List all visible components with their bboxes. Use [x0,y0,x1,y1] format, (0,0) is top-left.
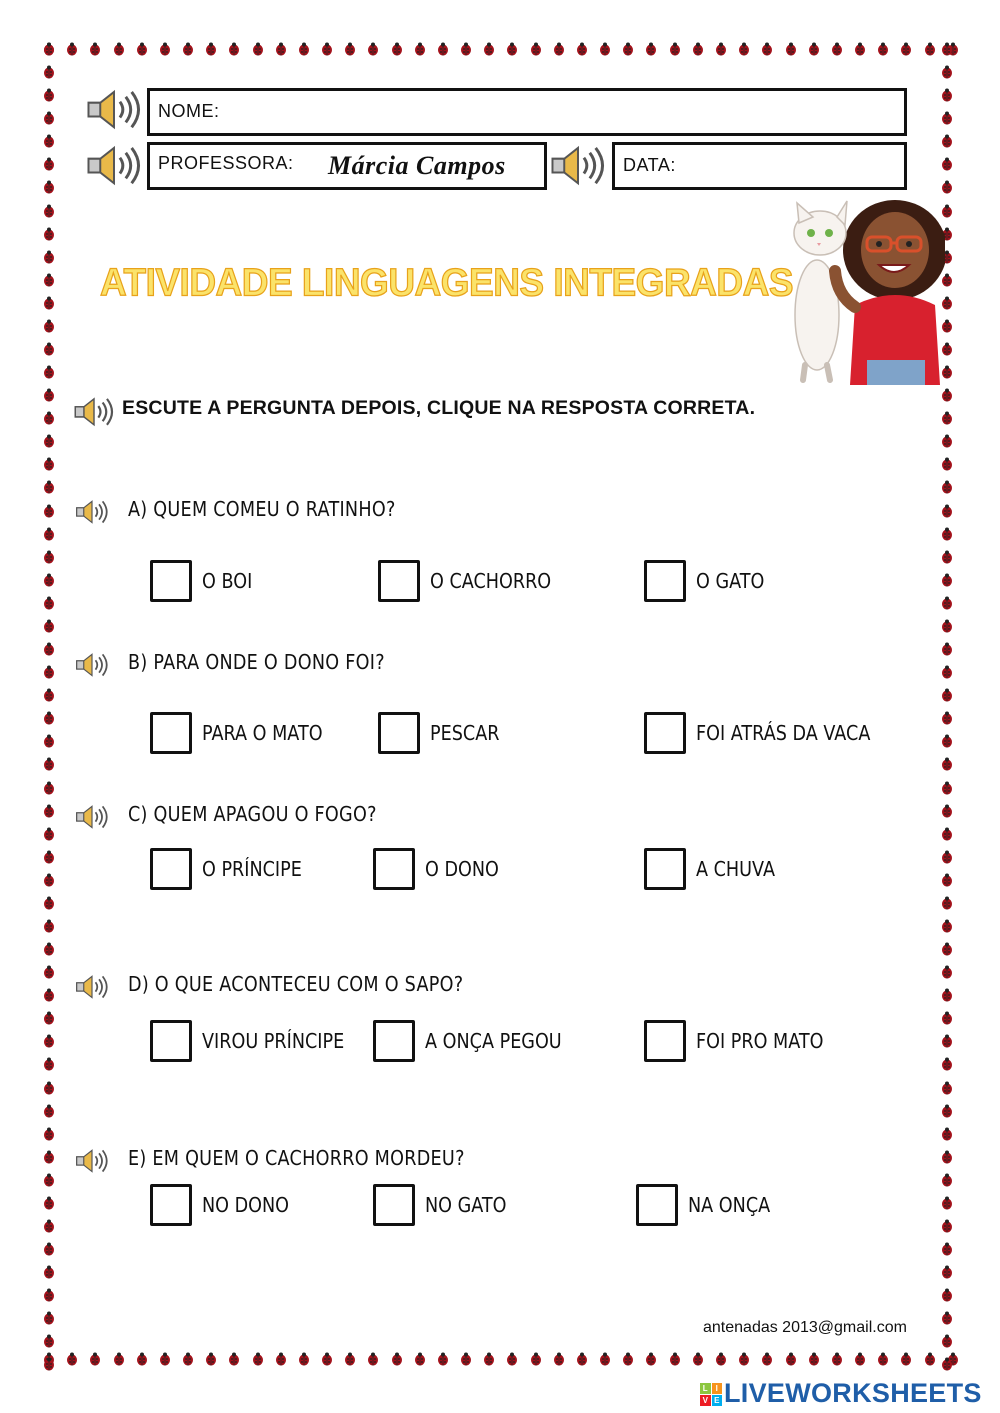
ladybug-icon [42,65,56,79]
ladybug-icon [940,1334,954,1348]
ladybug-icon [940,988,954,1002]
ladybug-icon [181,42,195,56]
ladybug-icon [940,642,954,656]
answer-label: O CACHORRO [430,569,552,593]
ladybug-icon [366,1352,380,1366]
ladybug-icon [940,1011,954,1025]
ladybug-icon [42,711,56,725]
ladybug-icon [42,1011,56,1025]
date-field[interactable] [612,142,907,190]
ladybug-icon [251,42,265,56]
ladybug-icon [42,873,56,887]
ladybug-icon [940,434,954,448]
ladybug-icon [42,504,56,518]
ladybug-icon [42,204,56,218]
ladybug-icon [366,42,380,56]
ladybug-icon [853,1352,867,1366]
ladybug-icon [940,619,954,633]
brand-text: LIVEWORKSHEETS [724,1378,982,1408]
ladybug-icon [42,757,56,771]
answer-checkbox[interactable] [644,848,686,890]
ladybug-icon [42,550,56,564]
ladybug-icon [320,1352,334,1366]
answer-checkbox[interactable] [644,1020,686,1062]
ladybug-icon [42,573,56,587]
ladybug-icon [274,42,288,56]
ladybug-icon [158,42,172,56]
ladybug-icon [940,1081,954,1095]
ladybug-icon [940,850,954,864]
ladybug-icon [42,111,56,125]
ladybug-icon [112,1352,126,1366]
ladybug-icon [42,388,56,402]
brand-mark-letter: I [712,1383,723,1394]
ladybug-icon [42,596,56,610]
answer-option[interactable] [636,1184,781,1226]
ladybug-icon [940,527,954,541]
ladybug-icon [181,1352,195,1366]
ladybug-icon [940,42,954,56]
ladybug-icon [552,42,566,56]
ladybug-icon [940,388,954,402]
ladybug-icon [552,1352,566,1366]
ladybug-icon [668,1352,682,1366]
ladybug-icon [42,804,56,818]
teacher-avatar-illustration [775,195,945,385]
ladybug-icon [784,42,798,56]
ladybug-icon [598,1352,612,1366]
ladybug-icon [644,1352,658,1366]
ladybug-icon [940,665,954,679]
answer-checkbox[interactable] [373,1184,415,1226]
ladybug-icon [940,65,954,79]
ladybug-icon [42,480,56,494]
ladybug-icon [940,942,954,956]
ladybug-icon [940,1173,954,1187]
speaker-icon[interactable] [74,652,110,678]
answer-label: O BOI [202,569,253,593]
ladybug-icon [940,180,954,194]
answer-option[interactable] [378,712,509,754]
answer-option[interactable] [644,712,894,754]
ladybug-icon [691,1352,705,1366]
answer-option[interactable] [644,1020,841,1062]
ladybug-icon [42,965,56,979]
answer-label: O PRÍNCIPE [202,857,302,881]
answer-checkbox[interactable] [378,560,420,602]
ladybug-icon [940,1357,954,1371]
ladybug-icon [940,411,954,425]
ladybug-icon [940,1288,954,1302]
answer-option[interactable] [150,848,315,890]
answer-label: FOI PRO MATO [696,1029,824,1053]
speaker-icon[interactable] [74,974,110,1000]
ladybug-icon [940,504,954,518]
answer-option[interactable] [150,560,259,602]
ladybug-icon [830,1352,844,1366]
question-text: C) QUEM APAGOU O FOGO? [128,802,377,826]
ladybug-icon [529,42,543,56]
ladybug-icon [320,42,334,56]
ladybug-icon [940,1034,954,1048]
ladybug-icon [621,42,635,56]
answer-option[interactable] [373,1020,580,1062]
ladybug-icon [42,1334,56,1348]
ladybug-border-left [42,42,62,1372]
ladybug-icon [42,457,56,471]
teacher-name: Márcia Campos [328,151,506,180]
answer-checkbox[interactable] [644,712,686,754]
answer-checkbox[interactable] [636,1184,678,1226]
ladybug-icon [204,1352,218,1366]
speaker-icon[interactable] [548,144,608,187]
answer-label: NO DONO [202,1193,290,1217]
ladybug-icon [668,42,682,56]
ladybug-icon [343,42,357,56]
ladybug-icon [807,42,821,56]
ladybug-icon [42,642,56,656]
ladybug-icon [42,734,56,748]
ladybug-icon [737,1352,751,1366]
answer-checkbox[interactable] [150,848,192,890]
ladybug-icon [940,1219,954,1233]
ladybug-icon [876,42,890,56]
ladybug-icon [42,1057,56,1071]
ladybug-icon [42,1127,56,1141]
ladybug-icon [42,434,56,448]
ladybug-icon [830,42,844,56]
ladybug-icon [940,827,954,841]
question-text: A) QUEM COMEU O RATINHO? [128,497,396,521]
ladybug-icon [42,850,56,864]
ladybug-icon [940,688,954,702]
footer-email: antenadas 2013@gmail.com [703,1319,907,1336]
ladybug-icon [42,688,56,702]
answer-label: PESCAR [430,721,500,745]
ladybug-icon [42,827,56,841]
ladybug-icon [940,1104,954,1118]
ladybug-icon [940,734,954,748]
answer-option[interactable] [644,848,786,890]
ladybug-icon [598,42,612,56]
ladybug-icon [65,42,79,56]
ladybug-icon [42,1288,56,1302]
answer-checkbox[interactable] [373,848,415,890]
answer-label: VIROU PRÍNCIPE [202,1029,345,1053]
ladybug-icon [807,1352,821,1366]
ladybug-icon [714,42,728,56]
ladybug-icon [42,411,56,425]
name-field[interactable] [147,88,907,136]
answer-checkbox[interactable] [150,1184,192,1226]
ladybug-icon [940,457,954,471]
answer-label: O GATO [696,569,765,593]
ladybug-icon [940,896,954,910]
ladybug-icon [940,550,954,564]
ladybug-icon [42,88,56,102]
ladybug-icon [42,1311,56,1325]
ladybug-icon [940,88,954,102]
ladybug-icon [297,1352,311,1366]
answer-option[interactable] [644,560,774,602]
ladybug-icon [42,919,56,933]
ladybug-icon [940,1242,954,1256]
ladybug-icon [42,157,56,171]
ladybug-icon [644,42,658,56]
question-text: B) PARA ONDE O DONO FOI? [128,650,385,674]
answer-label: A ONÇA PEGOU [425,1029,562,1053]
ladybug-icon [899,42,913,56]
answer-label: A CHUVA [696,857,775,881]
liveworksheets-brand[interactable] [700,1378,982,1409]
ladybug-icon [42,1173,56,1187]
answer-label: FOI ATRÁS DA VACA [696,721,871,745]
teacher-field [147,142,547,190]
ladybug-icon [42,896,56,910]
ladybug-icon [42,1357,56,1371]
answer-checkbox[interactable] [150,1020,192,1062]
ladybug-icon [529,1352,543,1366]
speaker-icon[interactable] [74,499,110,525]
ladybug-icon [42,250,56,264]
ladybug-icon [923,42,937,56]
liveworksheets-logo-icon [700,1383,722,1405]
answer-checkbox[interactable] [378,712,420,754]
brand-mark-letter: L [700,1383,711,1394]
ladybug-icon [135,42,149,56]
answer-option[interactable] [373,848,509,890]
speaker-icon[interactable] [72,396,116,428]
ladybug-icon [42,988,56,1002]
brand-mark-letter: E [712,1395,723,1406]
ladybug-icon [940,1057,954,1071]
ladybug-icon [42,227,56,241]
answer-option[interactable] [378,560,568,602]
ladybug-icon [940,919,954,933]
speaker-icon[interactable] [84,144,144,187]
ladybug-icon [691,42,705,56]
ladybug-border-top [42,42,960,62]
ladybug-icon [505,42,519,56]
ladybug-icon [436,42,450,56]
ladybug-icon [575,42,589,56]
answer-checkbox[interactable] [644,560,686,602]
ladybug-icon [940,711,954,725]
ladybug-icon [88,1352,102,1366]
ladybug-icon [940,1150,954,1164]
ladybug-icon [42,942,56,956]
ladybug-icon [112,42,126,56]
answer-label: NA ONÇA [688,1193,771,1217]
instruction-text: ESCUTE A PERGUNTA DEPOIS, CLIQUE NA RESPOSTA CORRETA. [122,397,756,419]
answer-option[interactable] [150,1020,364,1062]
ladybug-icon [251,1352,265,1366]
ladybug-icon [42,273,56,287]
answer-option[interactable] [150,712,339,754]
ladybug-icon [65,1352,79,1366]
answer-option[interactable] [150,1184,301,1226]
ladybug-icon [42,527,56,541]
ladybug-icon [876,1352,890,1366]
ladybug-icon [42,1150,56,1164]
ladybug-icon [714,1352,728,1366]
ladybug-icon [940,781,954,795]
ladybug-icon [42,342,56,356]
ladybug-icon [390,1352,404,1366]
ladybug-icon [274,1352,288,1366]
ladybug-icon [459,42,473,56]
answer-option[interactable] [373,1184,518,1226]
speaker-icon[interactable] [84,88,144,131]
ladybug-icon [940,596,954,610]
answer-checkbox[interactable] [150,560,192,602]
ladybug-icon [413,42,427,56]
ladybug-icon [760,42,774,56]
answer-label: PARA O MATO [202,721,323,745]
ladybug-icon [784,1352,798,1366]
ladybug-icon [940,757,954,771]
ladybug-border-bottom [42,1352,960,1372]
ladybug-icon [940,804,954,818]
teacher-label: PROFESSORA: [158,153,294,173]
ladybug-icon [482,42,496,56]
ladybug-icon [297,42,311,56]
ladybug-icon [42,1081,56,1095]
page-title: ATIVIDADE LINGUAGENS INTEGRADAS [100,260,794,304]
ladybug-icon [940,573,954,587]
speaker-icon[interactable] [74,804,110,830]
ladybug-icon [42,1265,56,1279]
ladybug-icon [940,134,954,148]
ladybug-icon [227,42,241,56]
ladybug-icon [853,42,867,56]
question-text: D) O QUE ACONTECEU COM O SAPO? [128,972,464,996]
ladybug-icon [940,1311,954,1325]
ladybug-icon [42,42,56,56]
name-label: NOME: [158,101,220,121]
brand-mark-letter: V [700,1395,711,1406]
ladybug-icon [42,1104,56,1118]
ladybug-icon [42,1196,56,1210]
ladybug-icon [436,1352,450,1366]
speaker-icon[interactable] [74,1148,110,1174]
ladybug-icon [575,1352,589,1366]
ladybug-icon [135,1352,149,1366]
ladybug-icon [42,619,56,633]
ladybug-icon [459,1352,473,1366]
ladybug-icon [760,1352,774,1366]
answer-label: NO GATO [425,1193,507,1217]
ladybug-icon [42,665,56,679]
ladybug-icon [390,42,404,56]
ladybug-icon [42,296,56,310]
ladybug-icon [940,965,954,979]
ladybug-icon [940,1265,954,1279]
ladybug-icon [227,1352,241,1366]
answer-label: O DONO [425,857,499,881]
ladybug-icon [940,1196,954,1210]
ladybug-icon [42,1034,56,1048]
ladybug-icon [940,157,954,171]
ladybug-icon [505,1352,519,1366]
ladybug-icon [940,1127,954,1141]
ladybug-icon [940,111,954,125]
ladybug-icon [343,1352,357,1366]
ladybug-icon [42,319,56,333]
ladybug-icon [158,1352,172,1366]
ladybug-icon [42,781,56,795]
date-label: DATA: [623,155,676,175]
ladybug-icon [899,1352,913,1366]
answer-checkbox[interactable] [373,1020,415,1062]
question-text: E) EM QUEM O CACHORRO MORDEU? [128,1146,465,1170]
ladybug-icon [621,1352,635,1366]
ladybug-icon [42,1219,56,1233]
ladybug-icon [482,1352,496,1366]
ladybug-icon [42,365,56,379]
ladybug-icon [42,1242,56,1256]
ladybug-icon [940,480,954,494]
answer-checkbox[interactable] [150,712,192,754]
ladybug-icon [204,42,218,56]
ladybug-icon [940,873,954,887]
ladybug-icon [737,42,751,56]
ladybug-icon [88,42,102,56]
ladybug-icon [42,180,56,194]
ladybug-icon [42,134,56,148]
ladybug-icon [923,1352,937,1366]
ladybug-icon [413,1352,427,1366]
